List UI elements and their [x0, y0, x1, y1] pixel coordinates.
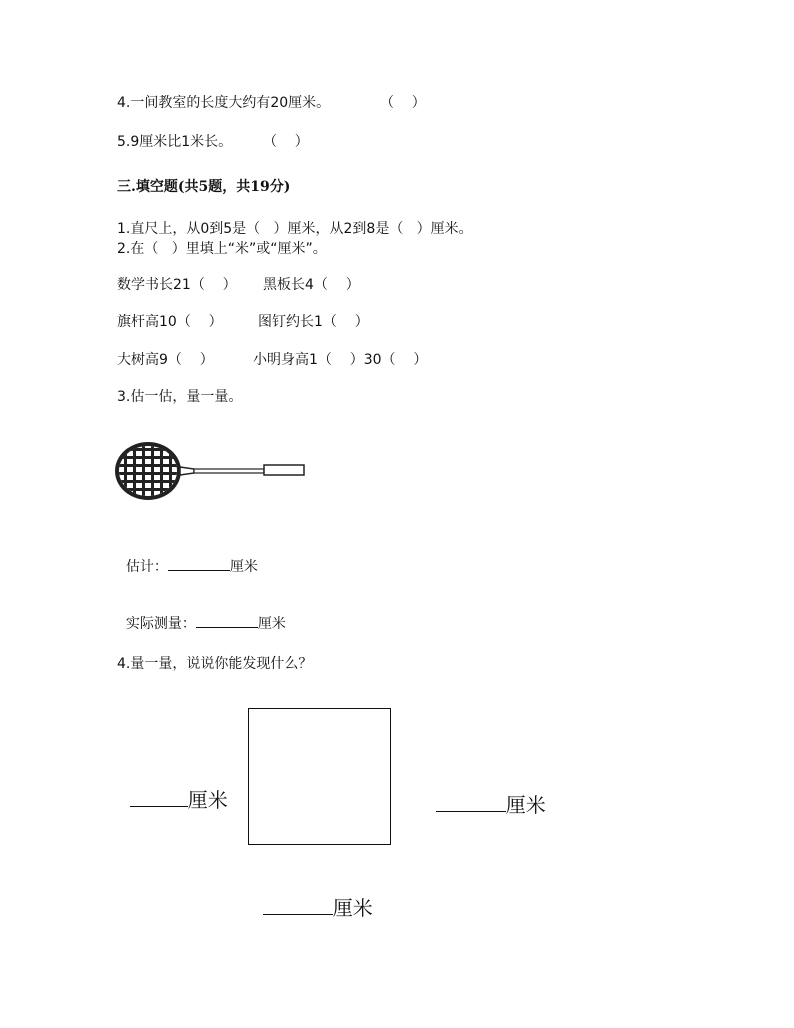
square-shape: [248, 708, 391, 845]
square-right-blank[interactable]: [436, 793, 506, 812]
fill-question-2: 2.在（ ）里填上“米”或“厘米”。: [117, 241, 327, 257]
square-left-unit: 厘米: [187, 788, 228, 812]
square-left-measure: [117, 764, 228, 812]
measure-row: [117, 595, 286, 633]
math-book-length-item: 数学书长21（ ）: [117, 277, 237, 293]
fill-question-1: 1.直尺上，从0到5是（ ）厘米，从2到8是（ ）厘米。: [117, 221, 473, 237]
xiaoming-height-item: 小明身高1（ ）30（ ）: [253, 352, 428, 368]
measure-blank[interactable]: [196, 613, 258, 628]
square-left-blank[interactable]: [130, 788, 188, 807]
flagpole-height-item: 旗杆高10（ ）: [117, 314, 223, 330]
measure-label: 实际测量：: [125, 616, 196, 632]
square-right-measure: [423, 769, 546, 817]
tf-question-5-answer-box[interactable]: （ ）: [263, 134, 309, 150]
tf-question-4-answer-box[interactable]: （ ）: [380, 95, 426, 111]
tf-question-5: 5.9厘米比1米长。: [117, 134, 233, 150]
tf-question-4: 4.一间教室的长度大约有20厘米。: [117, 95, 331, 111]
square-right-unit: 厘米: [505, 793, 546, 817]
estimate-row: [117, 538, 258, 576]
section-3-heading: 三.填空题(共5题，共19分): [117, 179, 291, 195]
estimate-blank[interactable]: [168, 556, 230, 571]
square-bottom-measure: [250, 872, 373, 920]
estimate-label: 估计：: [125, 559, 168, 575]
fill-question-4: 4.量一量，说说你能发现什么？: [117, 656, 313, 672]
tree-height-item: 大树高9（ ）: [117, 352, 214, 368]
fill-question-3: 3.估一估，量一量。: [117, 389, 243, 405]
thumbtack-length-item: 图钉约长1（ ）: [258, 314, 369, 330]
measure-unit: 厘米: [257, 616, 286, 632]
estimate-unit: 厘米: [229, 559, 258, 575]
blackboard-length-item: 黑板长4（ ）: [263, 277, 360, 293]
square-bottom-unit: 厘米: [332, 896, 373, 920]
square-bottom-blank[interactable]: [263, 896, 333, 915]
badminton-racket-icon: [114, 440, 308, 502]
